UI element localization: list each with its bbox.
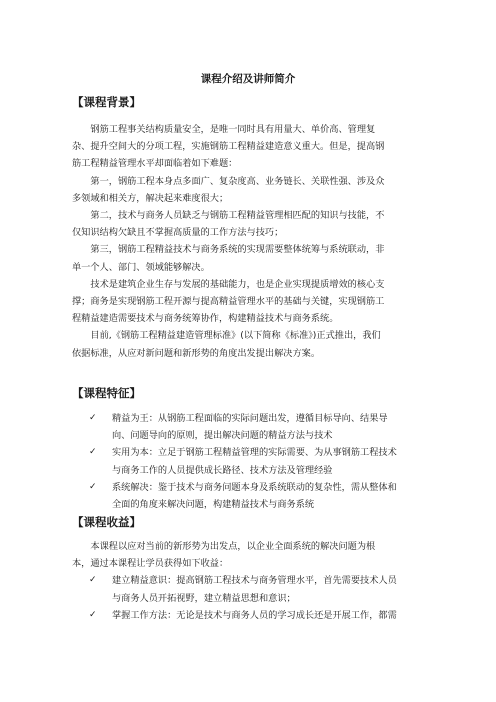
background-paragraph-4 — [72, 241, 432, 275]
paragraph-line: 技术是建筑企业生存与发展的基础能力，也是企业实现提质增效的核心支 — [90, 278, 385, 290]
bullet-line: 系统解决：鉴于技术与商务问题本身及系统联动的复杂性，需从整体和 — [112, 481, 397, 493]
bullet-line: 向、问题导向的原则，提出解决问题的精益方法与技术 — [112, 430, 333, 442]
section-heading-features: 【课程特征】 — [72, 386, 141, 400]
paragraph-line: 杂、提升空间大的分项工程，实施钢筋工程精益建造意义重大。但是，提高钢 — [72, 141, 385, 153]
paragraph-line: 第三，钢筋工程精益技术与商务系统的实现需要整体统筹与系统联动，非 — [90, 244, 385, 256]
paragraph-line: 目前,《钢筋工程精益建造管理标准》(以下简称《标准》)正式推出，我们 — [90, 330, 381, 342]
background-paragraph-1 — [72, 121, 432, 173]
paragraph-line: 仅知识结构欠缺且不掌握高质量的工作方法与技巧； — [72, 227, 284, 239]
document-title: 课程介绍及讲师简介 — [200, 73, 296, 85]
bullet-line: 精益为王：从钢筋工程面临的实际问题出发，遵循目标导向、结果导 — [112, 413, 388, 424]
paragraph-line: 钢筋工程事关结构质量安全，是唯一同时具有用量大、单价高、管理复 — [90, 124, 376, 135]
benefit-bullet-2 — [72, 607, 434, 624]
background-paragraph-5 — [72, 276, 432, 328]
benefit-bullet-1 — [72, 572, 434, 606]
paragraph-line: 第二，技术与商务人员缺乏与钢筋工程精益管理相匹配的知识与技能，不 — [90, 210, 385, 221]
feature-bullet-3 — [72, 479, 434, 513]
background-paragraph-3 — [72, 207, 432, 241]
bullet-line: 建立精益意识：提高钢筋工程技术与商务管理水平，首先需要技术人员 — [112, 575, 397, 587]
paragraph-line: 第一，钢筋工程本身点多面广、复杂度高、业务链长、关联性强、涉及众 — [90, 175, 385, 187]
paragraph-line: 筋工程精益管理水平却面临着如下难题： — [72, 158, 238, 170]
bullet-line: 掌握工作方法：无论是技术与商务人员的学习成长还是开展工作，都需 — [112, 609, 397, 621]
bullet-line: 与商务人员开拓视野，建立精益思想和意识； — [112, 592, 296, 604]
checkmark-icon: ✓ — [89, 481, 97, 492]
bullet-line: 与商务工作的人员提供成长路径、技术方法及管理经验 — [112, 464, 333, 476]
bullet-line: 实用为本：立足于钢筋工程精益管理的实际需要、为从事钢筋工程技术 — [112, 447, 397, 459]
paragraph-line: 本课程以应对当前的新形势为出发点，以企业全面系统的解决问题为根 — [90, 541, 376, 552]
paragraph-line: 本，通过本课程让学员获得如下收益： — [72, 558, 229, 570]
checkmark-icon: ✓ — [89, 575, 97, 586]
feature-bullet-1 — [72, 410, 434, 444]
paragraph-line: 撑；商务是实现钢筋工程开源与提高精益管理水平的基础与关键，实现钢筋工 — [72, 295, 385, 307]
background-paragraph-6 — [72, 327, 432, 361]
section-heading-benefits: 【课程收益】 — [72, 515, 141, 529]
paragraph-line: 多领域和相关方，解决起来难度很大； — [72, 192, 229, 204]
paragraph-line: 依据标准，从应对新问题和新形势的角度出发提出解决方案。 — [72, 347, 321, 359]
checkmark-icon: ✓ — [89, 609, 97, 620]
background-paragraph-2 — [72, 173, 432, 207]
paragraph-line: 单一个人、部门、领域能够解决。 — [72, 261, 210, 273]
checkmark-icon: ✓ — [89, 447, 97, 458]
bullet-line: 全面的角度来解决问题，构建精益技术与商务系统 — [112, 498, 315, 510]
feature-bullet-2 — [72, 444, 434, 478]
checkmark-icon: ✓ — [89, 413, 97, 423]
paragraph-line: 程精益建造需要技术与商务统筹协作，构建精益技术与商务系统。 — [72, 313, 339, 325]
section-heading-background: 【课程背景】 — [72, 95, 141, 109]
benefits-intro — [72, 538, 432, 572]
